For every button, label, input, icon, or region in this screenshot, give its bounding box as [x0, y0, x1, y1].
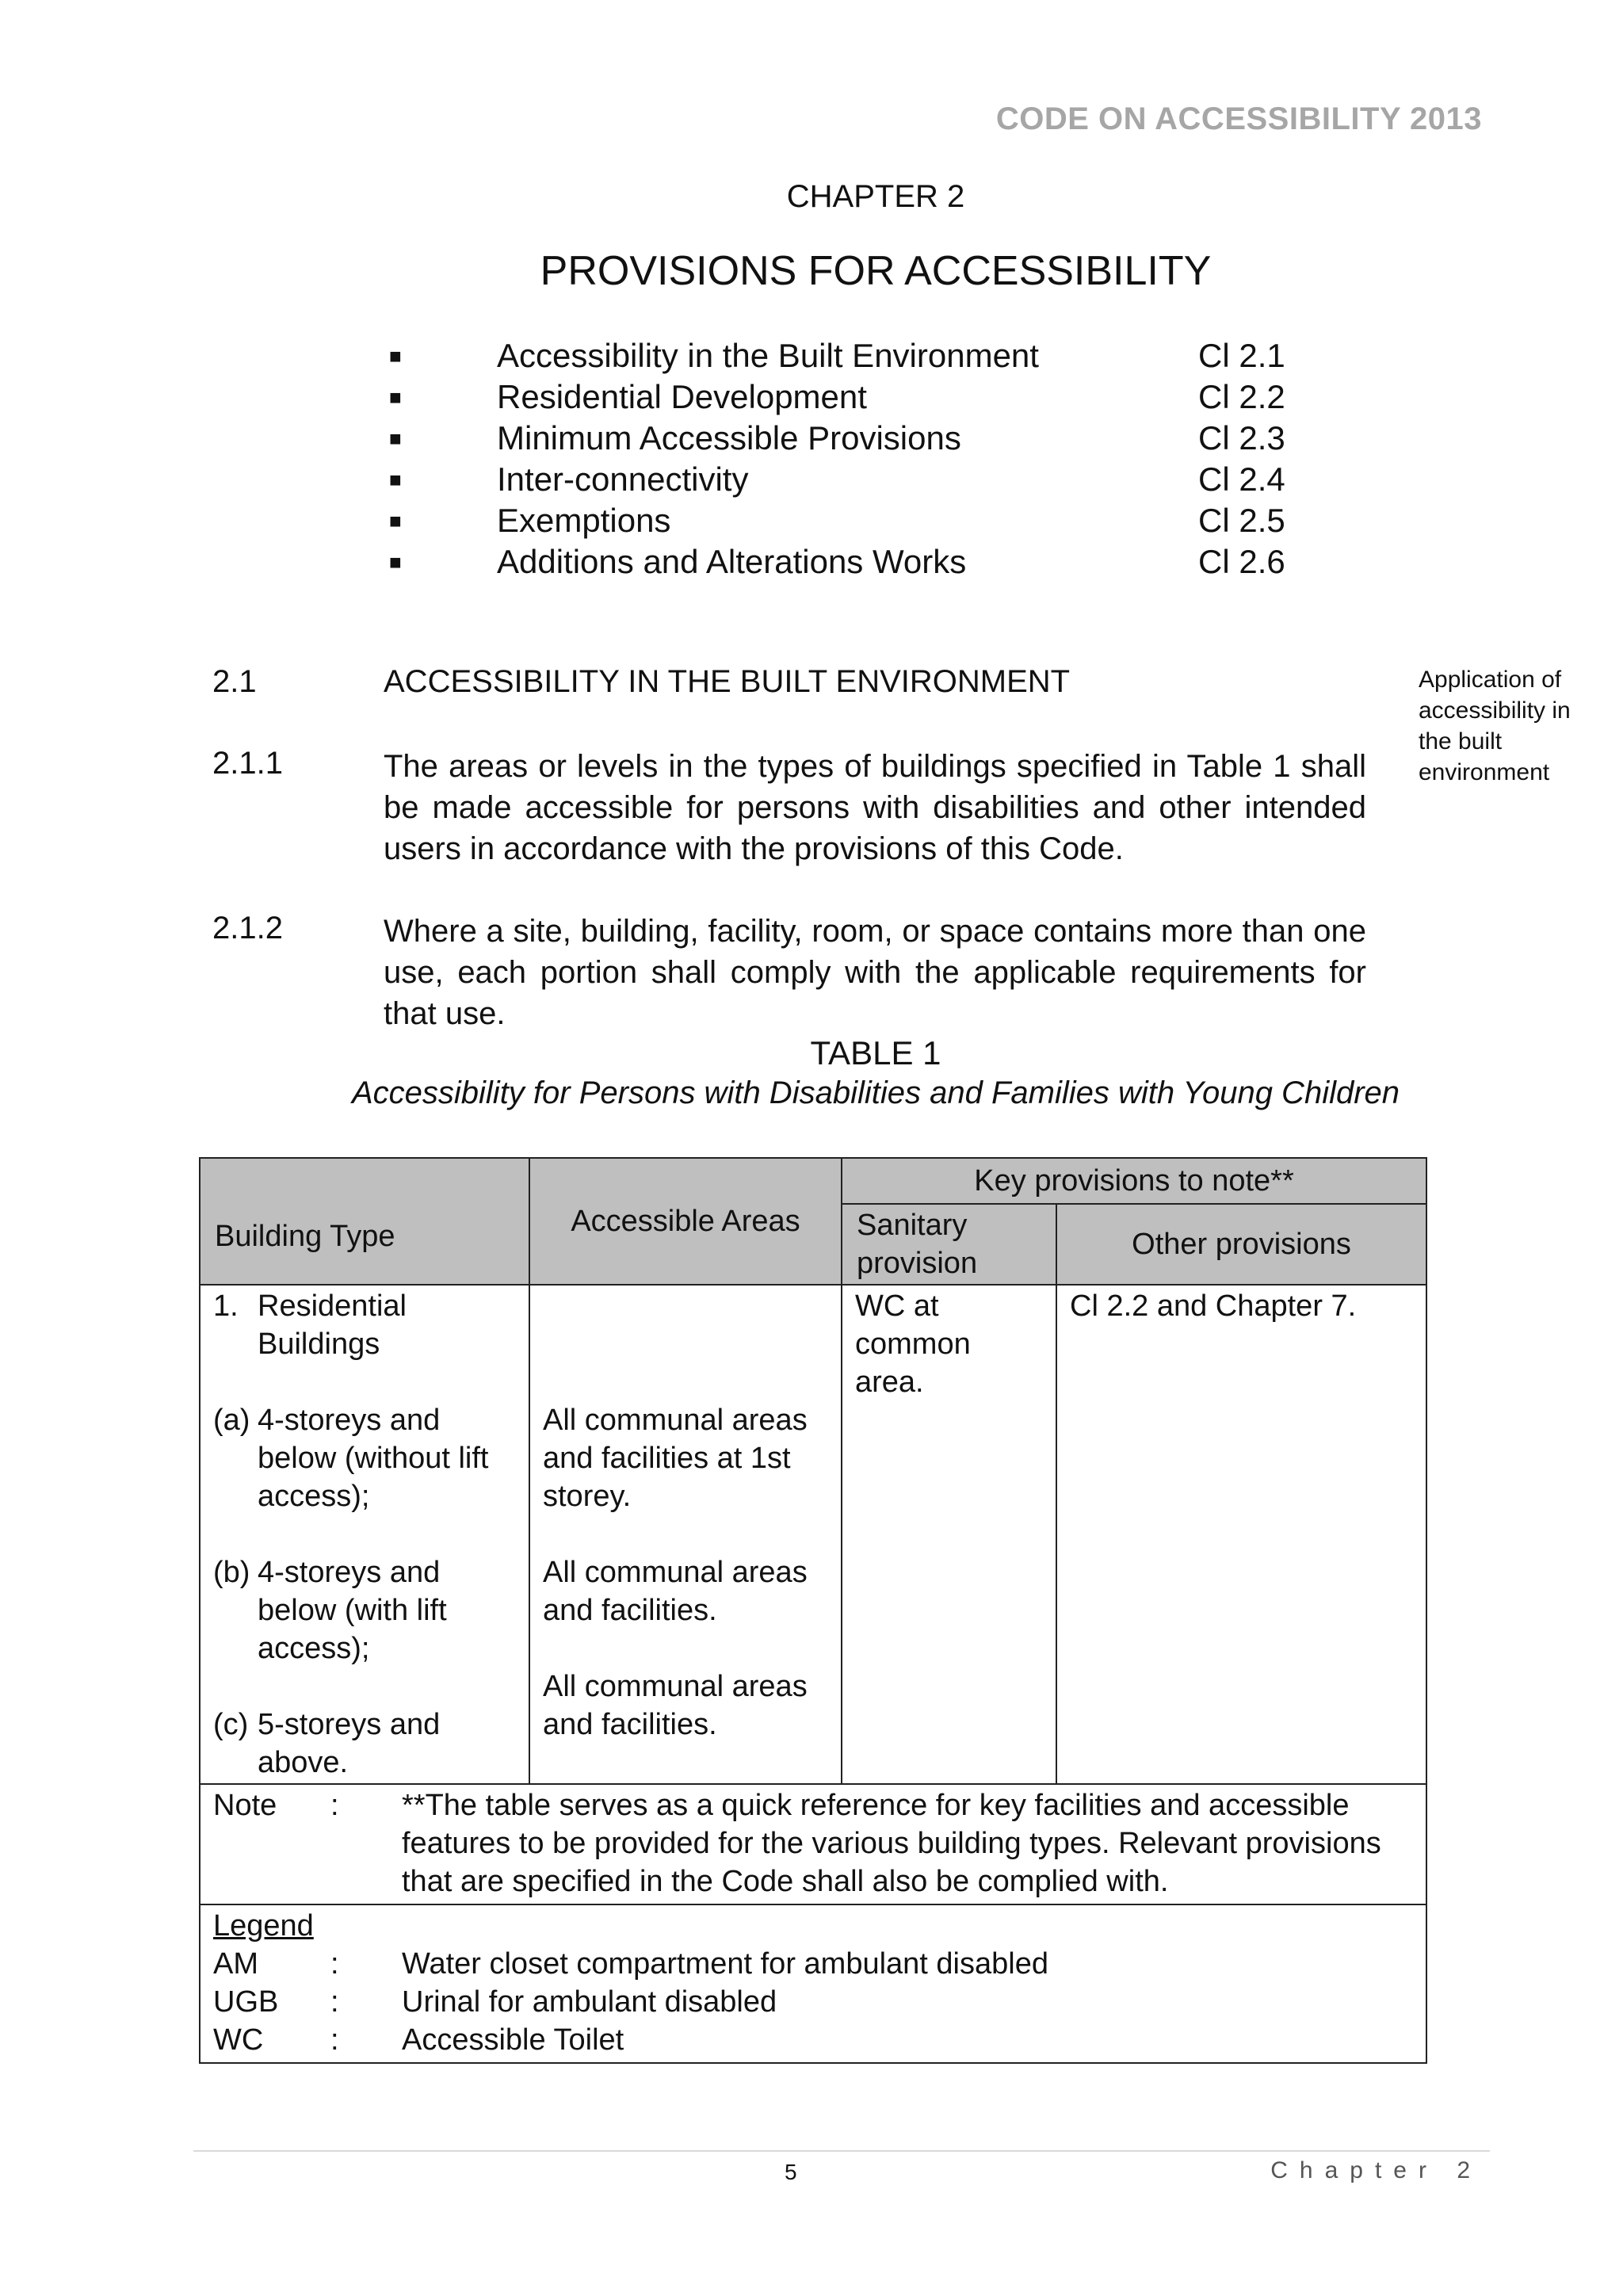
bullet-icon: ■ [389, 343, 402, 368]
toc-item [387, 459, 1290, 500]
building-subtype [213, 1706, 516, 1782]
item-mark: (a) [213, 1404, 250, 1437]
toc-item [387, 541, 1290, 583]
building-heading [213, 1287, 516, 1363]
section-title: ACCESSIBILITY IN THE BUILT ENVIRONMENT [384, 664, 1071, 699]
page-number: 5 [785, 2160, 797, 2184]
note-colon: : [330, 1789, 339, 1822]
table-note-row [200, 1784, 1426, 1904]
other-provisions-cell: Cl 2.2 and Chapter 7. [1056, 1285, 1426, 1784]
toc-item-ref: Cl 2.6 [1198, 543, 1285, 580]
building-type-cell [200, 1285, 529, 1784]
accessible-area-text: All communal areas and facilities at 1st storey. [543, 1404, 808, 1513]
clause-number: 2.1.1 [212, 746, 283, 781]
note-label: Note [213, 1789, 277, 1822]
toc-item-ref: Cl 2.1 [1198, 337, 1285, 374]
toc-item [387, 376, 1290, 418]
legend-text: Water closet compartment for ambulant disabled [402, 1947, 1048, 1981]
footer-chapter: Chapter 2 [1270, 2157, 1482, 2183]
toc-item-text: Minimum Accessible Provisions [497, 419, 961, 457]
toc-item [387, 500, 1290, 541]
toc-item [387, 335, 1290, 376]
item-mark: (c) [213, 1708, 249, 1741]
legend-colon: : [330, 2023, 339, 2057]
toc-item-ref: Cl 2.3 [1198, 419, 1285, 457]
table-caption: Accessibility for Persons with Disabilities and Families with Young Children [351, 1075, 1400, 1110]
item-mark: 1. [213, 1289, 239, 1323]
legend-text: Accessible Toilet [402, 2023, 624, 2057]
legend-item [213, 1945, 1413, 1983]
bullet-icon: ■ [389, 384, 402, 409]
note-text: **The table serves as a quick reference for key facilities and accessible features to be provided for the various building types. Relevant provisions that are specified in the Code shall also be complied with. [402, 1789, 1381, 1898]
legend-text: Urinal for ambulant disabled [402, 1985, 777, 2019]
legend-abbr: AM [213, 1947, 258, 1981]
toc-item-text: Accessibility in the Built Environment [497, 337, 1039, 374]
bullet-icon: ■ [389, 467, 402, 491]
accessibility-table [199, 1157, 1427, 2064]
toc-item [387, 418, 1290, 459]
bullet-icon: ■ [389, 549, 402, 574]
header-building-type: Building Type [200, 1158, 529, 1285]
building-subtype [213, 1401, 516, 1515]
bullet-icon: ■ [389, 426, 402, 450]
item-text: 4-storeys and below (with lift access); [258, 1556, 447, 1665]
table-note [213, 1786, 1413, 1901]
toc-item-text: Residential Development [497, 378, 867, 415]
accessible-area-text: All communal areas and facilities. [543, 1556, 808, 1627]
header-other-provisions: Other provisions [1056, 1204, 1426, 1285]
header-key-provisions: Key provisions to note** [842, 1158, 1426, 1204]
chapter-contents-list [387, 335, 1290, 583]
item-mark: (b) [213, 1556, 250, 1589]
clause-text: Where a site, building, facility, room, or space contains more than one use, each portion shall comply with the applicable requirements for that use. [384, 914, 1366, 1031]
chapter-label: CHAPTER 2 [786, 179, 965, 214]
legend-item [213, 2021, 1413, 2059]
sanitary-provision-cell: WC at common area. [842, 1285, 1056, 1784]
toc-item-text: Exemptions [497, 502, 671, 539]
table-title: TABLE 1 [810, 1034, 941, 1072]
clause-text: The areas or levels in the types of buildings specified in Table 1 shall be made accessible for persons with disabilities and other intended users in accordance with the provisions of this Code. [384, 749, 1366, 866]
legend-abbr: UGB [213, 1985, 279, 2019]
toc-item-ref: Cl 2.4 [1198, 460, 1285, 498]
toc-item-ref: Cl 2.5 [1198, 502, 1285, 539]
chapter-title: PROVISIONS FOR ACCESSIBILITY [540, 248, 1212, 294]
table-legend-row [200, 1904, 1426, 2063]
legend-abbr: WC [213, 2023, 264, 2057]
legend-item [213, 1983, 1413, 2021]
header-sanitary-provision: Sanitary provision [842, 1204, 1056, 1285]
legend-title: Legend [213, 1909, 314, 1943]
clause-number: 2.1.2 [212, 911, 283, 946]
legend-colon: : [330, 1985, 339, 2019]
accessible-areas-cell [529, 1285, 842, 1784]
bullet-icon: ■ [389, 508, 402, 533]
header-accessible-areas: Accessible Areas [529, 1158, 842, 1285]
legend-colon: : [330, 1947, 339, 1981]
footer-divider [193, 2150, 1490, 2152]
toc-item-text: Inter-connectivity [497, 460, 749, 498]
item-text: 4-storeys and below (without lift access); [258, 1404, 489, 1513]
accessible-area-text: All communal areas and facilities. [543, 1670, 808, 1741]
document-header: CODE ON ACCESSIBILITY 2013 [995, 101, 1482, 136]
building-subtype [213, 1553, 516, 1668]
toc-item-text: Additions and Alterations Works [497, 543, 967, 580]
margin-note: Application of accessibility in the built environment [1419, 667, 1571, 785]
section-number: 2.1 [212, 664, 257, 699]
item-text: 5-storeys and above. [258, 1708, 441, 1779]
table-row [200, 1285, 1426, 1784]
item-text: Residential Buildings [258, 1289, 407, 1361]
toc-item-ref: Cl 2.2 [1198, 378, 1285, 415]
